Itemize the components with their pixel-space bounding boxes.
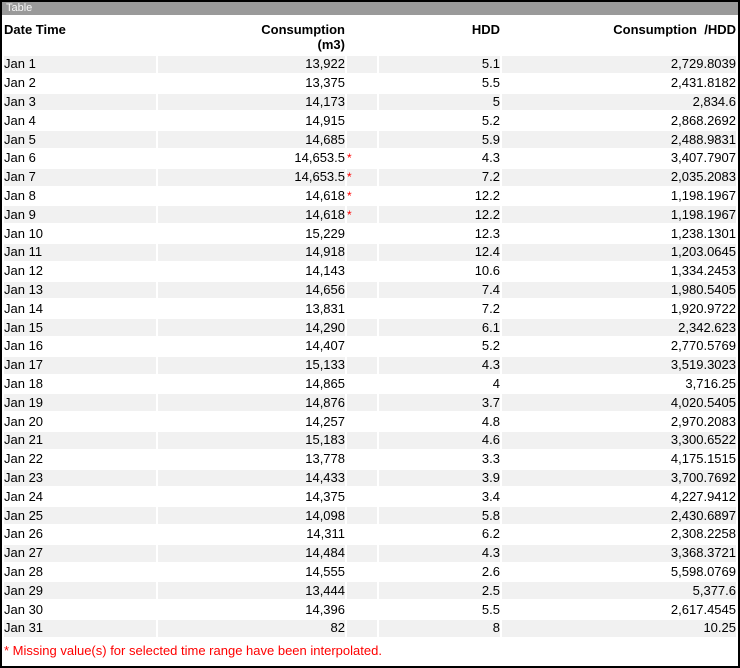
cell-date: Jan 13 [4, 282, 156, 299]
cell-date: Jan 4 [4, 112, 156, 129]
marker-empty [347, 131, 377, 148]
cell-date: Jan 28 [4, 564, 156, 581]
cell-consumption: 82 [158, 620, 345, 637]
cell-consumption: 15,133 [158, 357, 345, 374]
cell-consumption: 14,865 [158, 376, 345, 393]
cell-hdd: 3.3 [379, 451, 500, 468]
table-row [4, 432, 736, 449]
cell-consumption: 14,433 [158, 470, 345, 487]
cell-consumption-per-hdd: 1,198.1967 [502, 188, 736, 205]
cell-date: Jan 12 [4, 263, 156, 280]
table-row [4, 376, 736, 393]
marker-empty [347, 94, 377, 111]
cell-date: Jan 6 [4, 150, 156, 167]
table-row [4, 131, 736, 148]
cell-date: Jan 30 [4, 601, 156, 618]
marker-empty [347, 300, 377, 317]
table-row [4, 225, 736, 242]
cell-date: Jan 2 [4, 75, 156, 92]
cell-hdd: 5.2 [379, 112, 500, 129]
table-row [4, 526, 736, 543]
table-row [4, 338, 736, 355]
cell-consumption: 14,555 [158, 564, 345, 581]
cell-consumption-per-hdd: 2,308.2258 [502, 526, 736, 543]
marker-empty [347, 582, 377, 599]
table-row [4, 413, 736, 430]
cell-date: Jan 17 [4, 357, 156, 374]
cell-date: Jan 16 [4, 338, 156, 355]
cell-consumption-per-hdd: 1,334.2453 [502, 263, 736, 280]
interpolated-marker: * [347, 188, 377, 205]
cell-date: Jan 21 [4, 432, 156, 449]
cell-consumption-per-hdd: 2,868.2692 [502, 112, 736, 129]
cell-date: Jan 27 [4, 545, 156, 562]
cell-date: Jan 9 [4, 206, 156, 223]
table-row [4, 564, 736, 581]
cell-consumption: 14,098 [158, 507, 345, 524]
cell-date: Jan 25 [4, 507, 156, 524]
marker-empty [347, 526, 377, 543]
cell-hdd: 5.1 [379, 56, 500, 73]
cell-consumption-per-hdd: 2,431.8182 [502, 75, 736, 92]
cell-consumption: 14,653.5 [158, 169, 345, 186]
cell-hdd: 5.5 [379, 75, 500, 92]
cell-consumption-per-hdd: 10.25 [502, 620, 736, 637]
cell-date: Jan 11 [4, 244, 156, 261]
column-header-date-time: Date Time [4, 17, 156, 54]
cell-hdd: 7.2 [379, 300, 500, 317]
table-row [4, 94, 736, 111]
table-row [4, 451, 736, 468]
cell-date: Jan 31 [4, 620, 156, 637]
cell-hdd: 2.6 [379, 564, 500, 581]
cell-consumption: 14,396 [158, 601, 345, 618]
table-body [4, 56, 736, 637]
data-table [2, 15, 738, 639]
cell-consumption-per-hdd: 3,407.7907 [502, 150, 736, 167]
marker-empty [347, 338, 377, 355]
cell-consumption-per-hdd: 2,834.6 [502, 94, 736, 111]
header-row [4, 17, 736, 54]
table-row [4, 488, 736, 505]
cell-consumption: 14,618 [158, 188, 345, 205]
column-header-consumption [158, 17, 345, 54]
cell-hdd: 8 [379, 620, 500, 637]
marker-empty [347, 470, 377, 487]
panel-title: Table [6, 2, 33, 14]
cell-consumption: 14,918 [158, 244, 345, 261]
cell-hdd: 5.2 [379, 338, 500, 355]
marker-empty [347, 319, 377, 336]
cell-hdd: 12.2 [379, 206, 500, 223]
cell-hdd: 2.5 [379, 582, 500, 599]
marker-empty [347, 394, 377, 411]
marker-empty [347, 507, 377, 524]
cell-consumption: 13,922 [158, 56, 345, 73]
cell-consumption: 14,375 [158, 488, 345, 505]
interpolated-marker: * [347, 150, 377, 167]
cell-date: Jan 15 [4, 319, 156, 336]
cell-consumption-per-hdd: 3,368.3721 [502, 545, 736, 562]
cell-hdd: 4.3 [379, 357, 500, 374]
cell-date: Jan 24 [4, 488, 156, 505]
cell-hdd: 12.4 [379, 244, 500, 261]
marker-empty [347, 263, 377, 280]
table-row [4, 470, 736, 487]
column-header-consumption-line2: (m3) [317, 37, 345, 52]
marker-empty [347, 357, 377, 374]
cell-date: Jan 22 [4, 451, 156, 468]
marker-empty [347, 545, 377, 562]
table-row [4, 188, 736, 205]
interpolated-marker: * [347, 169, 377, 186]
table-row [4, 169, 736, 186]
table-row [4, 244, 736, 261]
cell-consumption: 14,173 [158, 94, 345, 111]
cell-consumption: 13,444 [158, 582, 345, 599]
table-row [4, 601, 736, 618]
cell-hdd: 5.8 [379, 507, 500, 524]
cell-consumption-per-hdd: 1,238.1301 [502, 225, 736, 242]
cell-date: Jan 23 [4, 470, 156, 487]
table-row [4, 206, 736, 223]
table-row [4, 56, 736, 73]
table-row [4, 263, 736, 280]
marker-empty [347, 564, 377, 581]
interpolation-footnote: * Missing value(s) for selected time range have been interpolated. [4, 642, 382, 658]
cell-consumption-per-hdd: 3,300.6522 [502, 432, 736, 449]
cell-hdd: 4.3 [379, 150, 500, 167]
cell-hdd: 5.9 [379, 131, 500, 148]
cell-consumption: 13,375 [158, 75, 345, 92]
table-row [4, 545, 736, 562]
cell-consumption: 15,229 [158, 225, 345, 242]
cell-date: Jan 3 [4, 94, 156, 111]
cell-consumption: 14,143 [158, 263, 345, 280]
cell-hdd: 6.1 [379, 319, 500, 336]
table-row [4, 582, 736, 599]
marker-empty [347, 376, 377, 393]
cell-consumption-per-hdd: 2,770.5769 [502, 338, 736, 355]
table-row [4, 150, 736, 167]
cell-consumption: 14,407 [158, 338, 345, 355]
marker-empty [347, 432, 377, 449]
cell-consumption-per-hdd: 2,729.8039 [502, 56, 736, 73]
cell-consumption-per-hdd: 2,035.2083 [502, 169, 736, 186]
cell-hdd: 4.6 [379, 432, 500, 449]
marker-empty [347, 488, 377, 505]
cell-hdd: 7.2 [379, 169, 500, 186]
cell-consumption-per-hdd: 3,519.3023 [502, 357, 736, 374]
cell-consumption-per-hdd: 2,342.623 [502, 319, 736, 336]
cell-hdd: 5.5 [379, 601, 500, 618]
cell-hdd: 4.3 [379, 545, 500, 562]
cell-date: Jan 14 [4, 300, 156, 317]
cell-hdd: 4 [379, 376, 500, 393]
cell-consumption-per-hdd: 1,920.9722 [502, 300, 736, 317]
marker-empty [347, 620, 377, 637]
cell-consumption: 15,183 [158, 432, 345, 449]
column-header-hdd: HDD [379, 17, 500, 54]
cell-consumption-per-hdd: 3,716.25 [502, 376, 736, 393]
cell-consumption: 14,290 [158, 319, 345, 336]
table-row [4, 357, 736, 374]
cell-hdd: 12.3 [379, 225, 500, 242]
cell-consumption: 14,311 [158, 526, 345, 543]
marker-empty [347, 112, 377, 129]
column-header-marker-spacer [347, 17, 377, 54]
cell-date: Jan 1 [4, 56, 156, 73]
table-row [4, 319, 736, 336]
cell-date: Jan 7 [4, 169, 156, 186]
cell-date: Jan 26 [4, 526, 156, 543]
panel-title-bar [2, 2, 738, 15]
cell-hdd: 10.6 [379, 263, 500, 280]
marker-empty [347, 244, 377, 261]
cell-hdd: 3.4 [379, 488, 500, 505]
cell-consumption: 14,685 [158, 131, 345, 148]
cell-date: Jan 18 [4, 376, 156, 393]
cell-consumption: 13,778 [158, 451, 345, 468]
table-row [4, 620, 736, 637]
marker-empty [347, 282, 377, 299]
marker-empty [347, 451, 377, 468]
cell-consumption-per-hdd: 3,700.7692 [502, 470, 736, 487]
cell-hdd: 5 [379, 94, 500, 111]
cell-hdd: 3.9 [379, 470, 500, 487]
cell-hdd: 4.8 [379, 413, 500, 430]
cell-date: Jan 8 [4, 188, 156, 205]
cell-date: Jan 5 [4, 131, 156, 148]
cell-consumption: 14,915 [158, 112, 345, 129]
cell-consumption-per-hdd: 1,980.5405 [502, 282, 736, 299]
column-header-consumption-per-hdd: Consumption /HDD [502, 17, 736, 54]
cell-consumption: 14,484 [158, 545, 345, 562]
cell-date: Jan 10 [4, 225, 156, 242]
column-header-consumption-line1: Consumption [261, 22, 345, 37]
cell-hdd: 6.2 [379, 526, 500, 543]
cell-consumption-per-hdd: 2,970.2083 [502, 413, 736, 430]
cell-date: Jan 20 [4, 413, 156, 430]
cell-consumption: 14,656 [158, 282, 345, 299]
cell-consumption-per-hdd: 2,617.4545 [502, 601, 736, 618]
table-row [4, 507, 736, 524]
marker-empty [347, 413, 377, 430]
cell-hdd: 7.4 [379, 282, 500, 299]
cell-consumption-per-hdd: 1,198.1967 [502, 206, 736, 223]
cell-consumption-per-hdd: 1,203.0645 [502, 244, 736, 261]
table-row [4, 394, 736, 411]
cell-consumption-per-hdd: 2,430.6897 [502, 507, 736, 524]
cell-date: Jan 19 [4, 394, 156, 411]
table-row [4, 112, 736, 129]
cell-consumption-per-hdd: 4,020.5405 [502, 394, 736, 411]
cell-consumption: 14,257 [158, 413, 345, 430]
table-row [4, 282, 736, 299]
cell-consumption: 14,618 [158, 206, 345, 223]
interpolated-marker: * [347, 206, 377, 223]
cell-consumption: 13,831 [158, 300, 345, 317]
cell-consumption: 14,876 [158, 394, 345, 411]
marker-empty [347, 601, 377, 618]
table-row [4, 75, 736, 92]
cell-hdd: 3.7 [379, 394, 500, 411]
marker-empty [347, 225, 377, 242]
cell-consumption: 14,653.5 [158, 150, 345, 167]
cell-consumption-per-hdd: 5,377.6 [502, 582, 736, 599]
cell-date: Jan 29 [4, 582, 156, 599]
cell-consumption-per-hdd: 5,598.0769 [502, 564, 736, 581]
table-row [4, 300, 736, 317]
marker-empty [347, 56, 377, 73]
marker-empty [347, 75, 377, 92]
cell-hdd: 12.2 [379, 188, 500, 205]
cell-consumption-per-hdd: 4,227.9412 [502, 488, 736, 505]
cell-consumption-per-hdd: 2,488.9831 [502, 131, 736, 148]
cell-consumption-per-hdd: 4,175.1515 [502, 451, 736, 468]
